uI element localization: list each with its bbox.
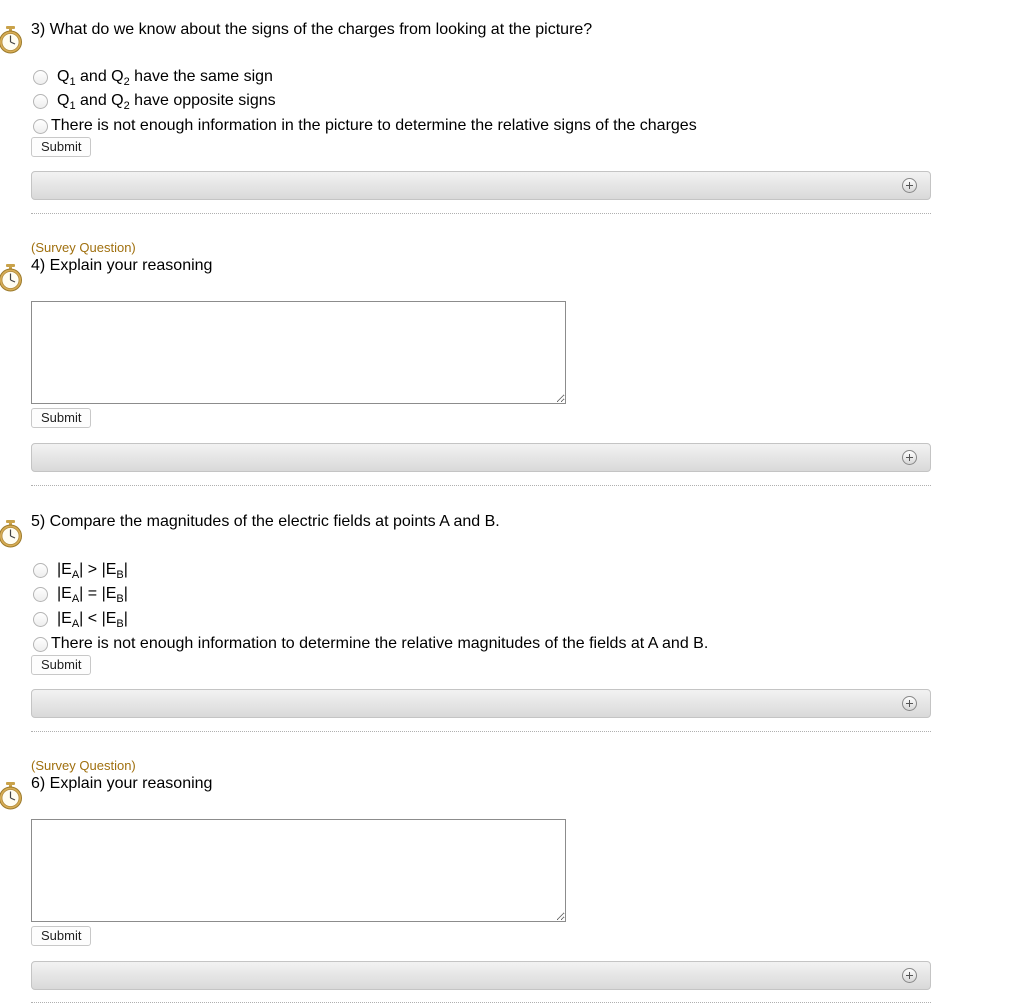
- plus-circle-icon[interactable]: [902, 968, 917, 983]
- q5-option-not-enough-info[interactable]: [33, 634, 708, 654]
- radio-button[interactable]: [33, 637, 48, 652]
- q4-submit-button[interactable]: Submit: [31, 408, 91, 428]
- survey-question-label: (Survey Question): [31, 758, 136, 773]
- radio-button[interactable]: [33, 612, 48, 627]
- survey-question-label: (Survey Question): [31, 240, 136, 255]
- question-3-title: 3) What do we know about the signs of the charges from looking at the picture?: [31, 21, 593, 38]
- plus-circle-icon[interactable]: [902, 178, 917, 193]
- radio-button[interactable]: [33, 119, 48, 134]
- q4-reasoning-textarea[interactable]: [31, 301, 566, 404]
- q3-option-same-sign[interactable]: [33, 67, 273, 87]
- q5-option-equal[interactable]: [33, 584, 128, 604]
- q5-option-greater[interactable]: [33, 560, 128, 580]
- divider: [31, 731, 931, 732]
- radio-button[interactable]: [33, 587, 48, 602]
- plus-circle-icon[interactable]: [902, 450, 917, 465]
- stopwatch-icon: [0, 782, 23, 810]
- divider: [31, 1002, 931, 1003]
- option-label: $|E_A| = |E_B|$: [57, 585, 128, 605]
- radio-button[interactable]: [33, 563, 48, 578]
- option-label: $|E_A| > |E_B|$: [57, 561, 128, 581]
- question-4-title: 4) Explain your reasoning: [31, 257, 213, 274]
- question-5-title: 5) Compare the magnitudes of the electric fields at points A and B.: [31, 513, 500, 530]
- plus-circle-icon[interactable]: [902, 696, 917, 711]
- q5-feedback-bar[interactable]: [31, 689, 931, 718]
- option-label: There is not enough information in the picture to determine the relative signs of the charges: [51, 117, 697, 134]
- q6-reasoning-textarea[interactable]: [31, 819, 566, 922]
- option-label: $Q_1$ and $Q_2$ have opposite signs: [57, 92, 276, 112]
- divider: [31, 485, 931, 486]
- option-label: $Q_1$ and $Q_2$ have the same sign: [57, 68, 273, 88]
- q3-option-opposite-signs[interactable]: [33, 91, 276, 111]
- stopwatch-icon: [0, 264, 23, 292]
- q5-submit-button[interactable]: Submit: [31, 655, 91, 675]
- option-label: There is not enough information to determine the relative magnitudes of the fields at A and B.: [51, 635, 709, 652]
- q6-submit-button[interactable]: Submit: [31, 926, 91, 946]
- stopwatch-icon: [0, 520, 23, 548]
- q3-feedback-bar[interactable]: [31, 171, 931, 200]
- option-label: $|E_A| < |E_B|$: [57, 610, 128, 630]
- q3-submit-button[interactable]: Submit: [31, 137, 91, 157]
- q3-option-not-enough-info[interactable]: [33, 116, 697, 136]
- question-6-title: 6) Explain your reasoning: [31, 775, 213, 792]
- radio-button[interactable]: [33, 94, 48, 109]
- divider: [31, 213, 931, 214]
- q6-feedback-bar[interactable]: [31, 961, 931, 990]
- stopwatch-icon: [0, 26, 23, 54]
- q4-feedback-bar[interactable]: [31, 443, 931, 472]
- radio-button[interactable]: [33, 70, 48, 85]
- q5-option-less[interactable]: [33, 609, 128, 629]
